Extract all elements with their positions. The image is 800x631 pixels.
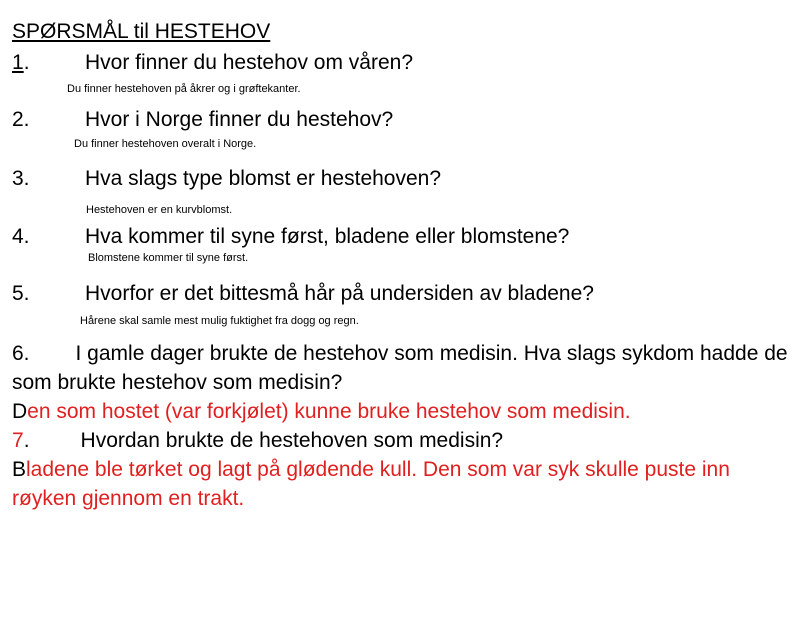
question-number: 7 (12, 429, 24, 452)
answer-6 (12, 397, 797, 426)
page-title: SPØRSMÅL til HESTEHOV (12, 20, 271, 43)
answer-text: en som hostet (var forkjølet) kunne bruke hestehov som medisin. (27, 400, 631, 423)
question-text: Hvordan brukte de hestehoven som medisin? (80, 429, 504, 452)
answer-text: Hårene skal samle mest mulig fuktighet fra dogg og regn. (80, 315, 359, 327)
question-number: 2. (12, 108, 30, 131)
answer-prefix: D (12, 400, 28, 423)
question-text: Hva slags type blomst er hestehoven? (85, 167, 442, 190)
question-number: 1. (12, 51, 30, 74)
answer-text: ladene ble tørket og lagt på glødende kull. Den som var syk skulle puste inn røyken gjennom en trakt. (12, 458, 730, 510)
question-text: Hvor i Norge finner du hestehov? (85, 108, 394, 131)
question-text: I gamle dager brukte de hestehov som medisin. Hva slags sykdom hadde de som brukte hestehov som medisin? (12, 342, 788, 394)
question-number: 5. (12, 282, 30, 305)
question-number: 3. (12, 167, 30, 190)
question-text: Hvorfor er det bittesmå hår på undersiden av bladene? (85, 282, 594, 305)
answer-text: Blomstene kommer til syne først. (88, 252, 249, 264)
question-number: 6. (12, 342, 30, 365)
question-text: Hvor finner du hestehov om våren? (85, 51, 414, 74)
question-6 (12, 339, 797, 397)
answer-text: Hestehoven er en kurvblomst. (86, 204, 233, 216)
answer-prefix: B (12, 458, 27, 481)
question-text: Hva kommer til syne først, bladene eller blomstene? (85, 225, 570, 248)
question-6-block (12, 339, 797, 513)
question-number: 4. (12, 225, 30, 248)
answer-text: Du finner hestehoven overalt i Norge. (74, 138, 257, 150)
answer-text: Du finner hestehoven på åkrer og i grøftekanter. (67, 83, 301, 95)
answer-7 (12, 455, 797, 513)
question-7: 7. Hvordan brukte de hestehoven som medisin? (12, 429, 504, 452)
